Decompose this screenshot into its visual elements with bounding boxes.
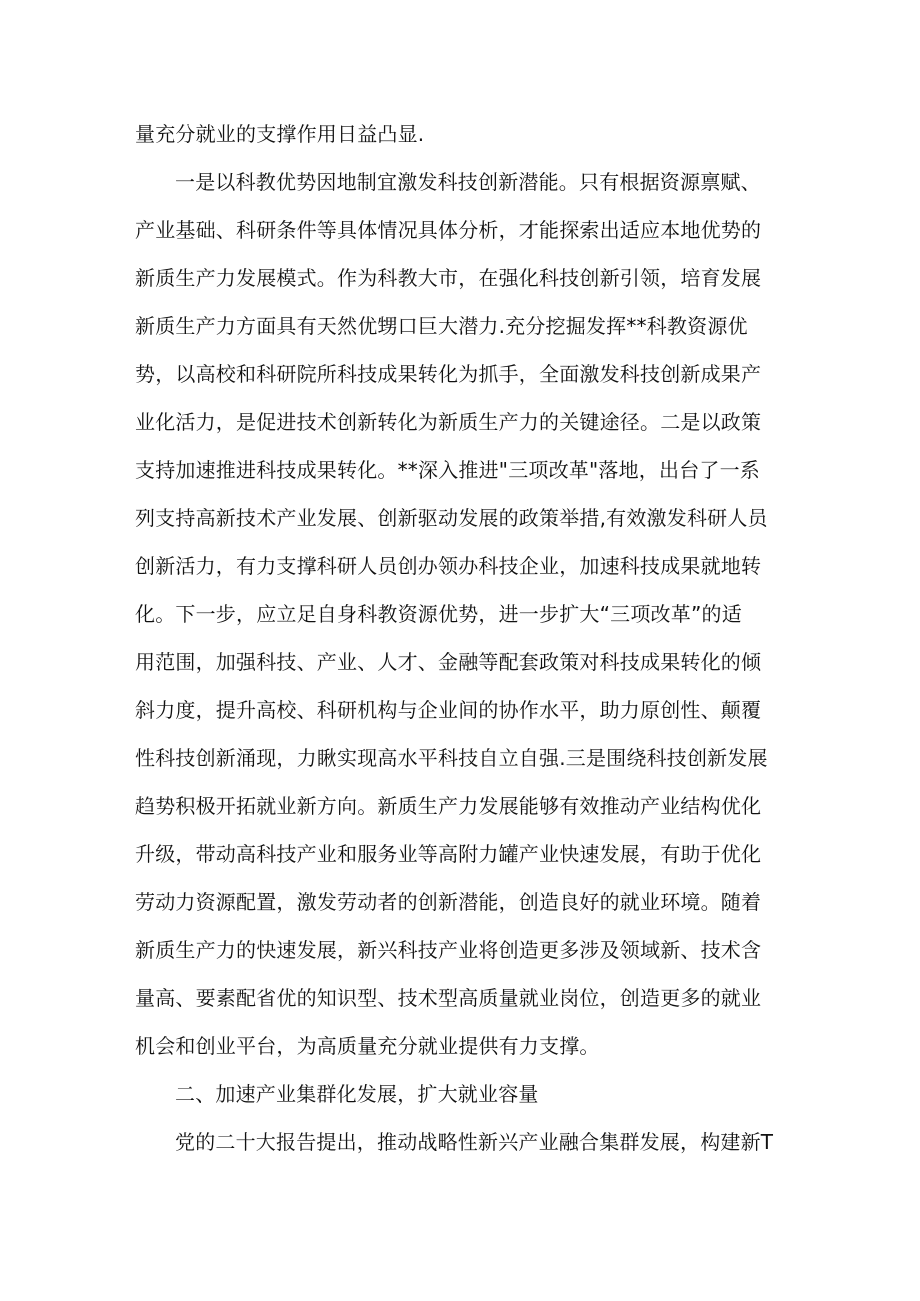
text-line-5: 新质生产力方面具有天然优甥口巨大潜力.充分挖掘发挥**科教资源优 xyxy=(135,314,748,338)
text-line-12: 用范围，加强科技、产业、人才、金融等配套政策对科技成果转化的倾 xyxy=(135,650,762,674)
text-line-8: 支持加速推进科技成果转化。**深入推进"三项改革"落地，出台了一系 xyxy=(135,458,760,482)
text-line-19: 量高、要素配省优的知识型、技术型高质量就业岗位，创造更多的就业 xyxy=(135,986,762,1010)
text-line-7: 业化活力，是促进技术创新转化为新质生产力的关键途径。二是以政策 xyxy=(135,410,762,434)
text-line-11: 化。下一步，应立足自身科教资源优势，进一步扩大“三项改革”的适 xyxy=(135,602,742,626)
text-line-10: 创新活力，有力支撑科研人员创办领办科技企业，加速科技成果就地转 xyxy=(135,554,762,578)
text-line-2: 一是以科教优势因地制宜激发科技创新潜能。只有根据资源禀赋、 xyxy=(175,170,761,194)
text-line-15: 趋势积极开拓就业新方向。新质生产力发展能够有效推动产业结构优化 xyxy=(135,794,762,818)
text-line-17: 劳动力资源配置，激发劳动者的创新潜能，创造良好的就业环境。随着 xyxy=(135,890,762,914)
section-heading: 二、加速产业集群化发展，扩大就业容量 xyxy=(175,1082,539,1106)
text-line-9: 列支持高新技术产业发展、创新驱动发展的政策举措,有效激发科研人员 xyxy=(135,506,768,530)
text-line-18: 新质生产力的快速发展，新兴科技产业将创造更多涉及领域新、技术含 xyxy=(135,938,762,962)
text-line-6: 势，以高校和科研院所科技成果转化为抓手，全面激发科技创新成果产 xyxy=(135,362,762,386)
text-line-16: 升级，带动高科技产业和服务业等高附力罐产业快速发展，有助于优化 xyxy=(135,842,762,866)
text-line-13: 斜力度，提升高校、科研机构与企业间的协作水平，助力原创性、颠覆 xyxy=(135,698,762,722)
text-line-1: 量充分就业的支撑作用日益凸显. xyxy=(135,122,425,146)
text-line-20: 机会和创业平台，为高质量充分就业提供有力支撑。 xyxy=(135,1034,600,1058)
text-line-4: 新质生产力发展模式。作为科教大市，在强化科技创新引领，培育发展 xyxy=(135,266,762,290)
text-line-3: 产业基础、科研条件等具体情况具体分析，才能探索出适应本地优势的 xyxy=(135,218,762,242)
text-line-14: 性科技创新涌现，力瞅实现高水平科技自立自强.三是围绕科技创新发展 xyxy=(135,746,768,770)
text-line-22: 党的二十大报告提出，推动战略性新兴产业融合集群发展，构建新T xyxy=(175,1130,774,1154)
